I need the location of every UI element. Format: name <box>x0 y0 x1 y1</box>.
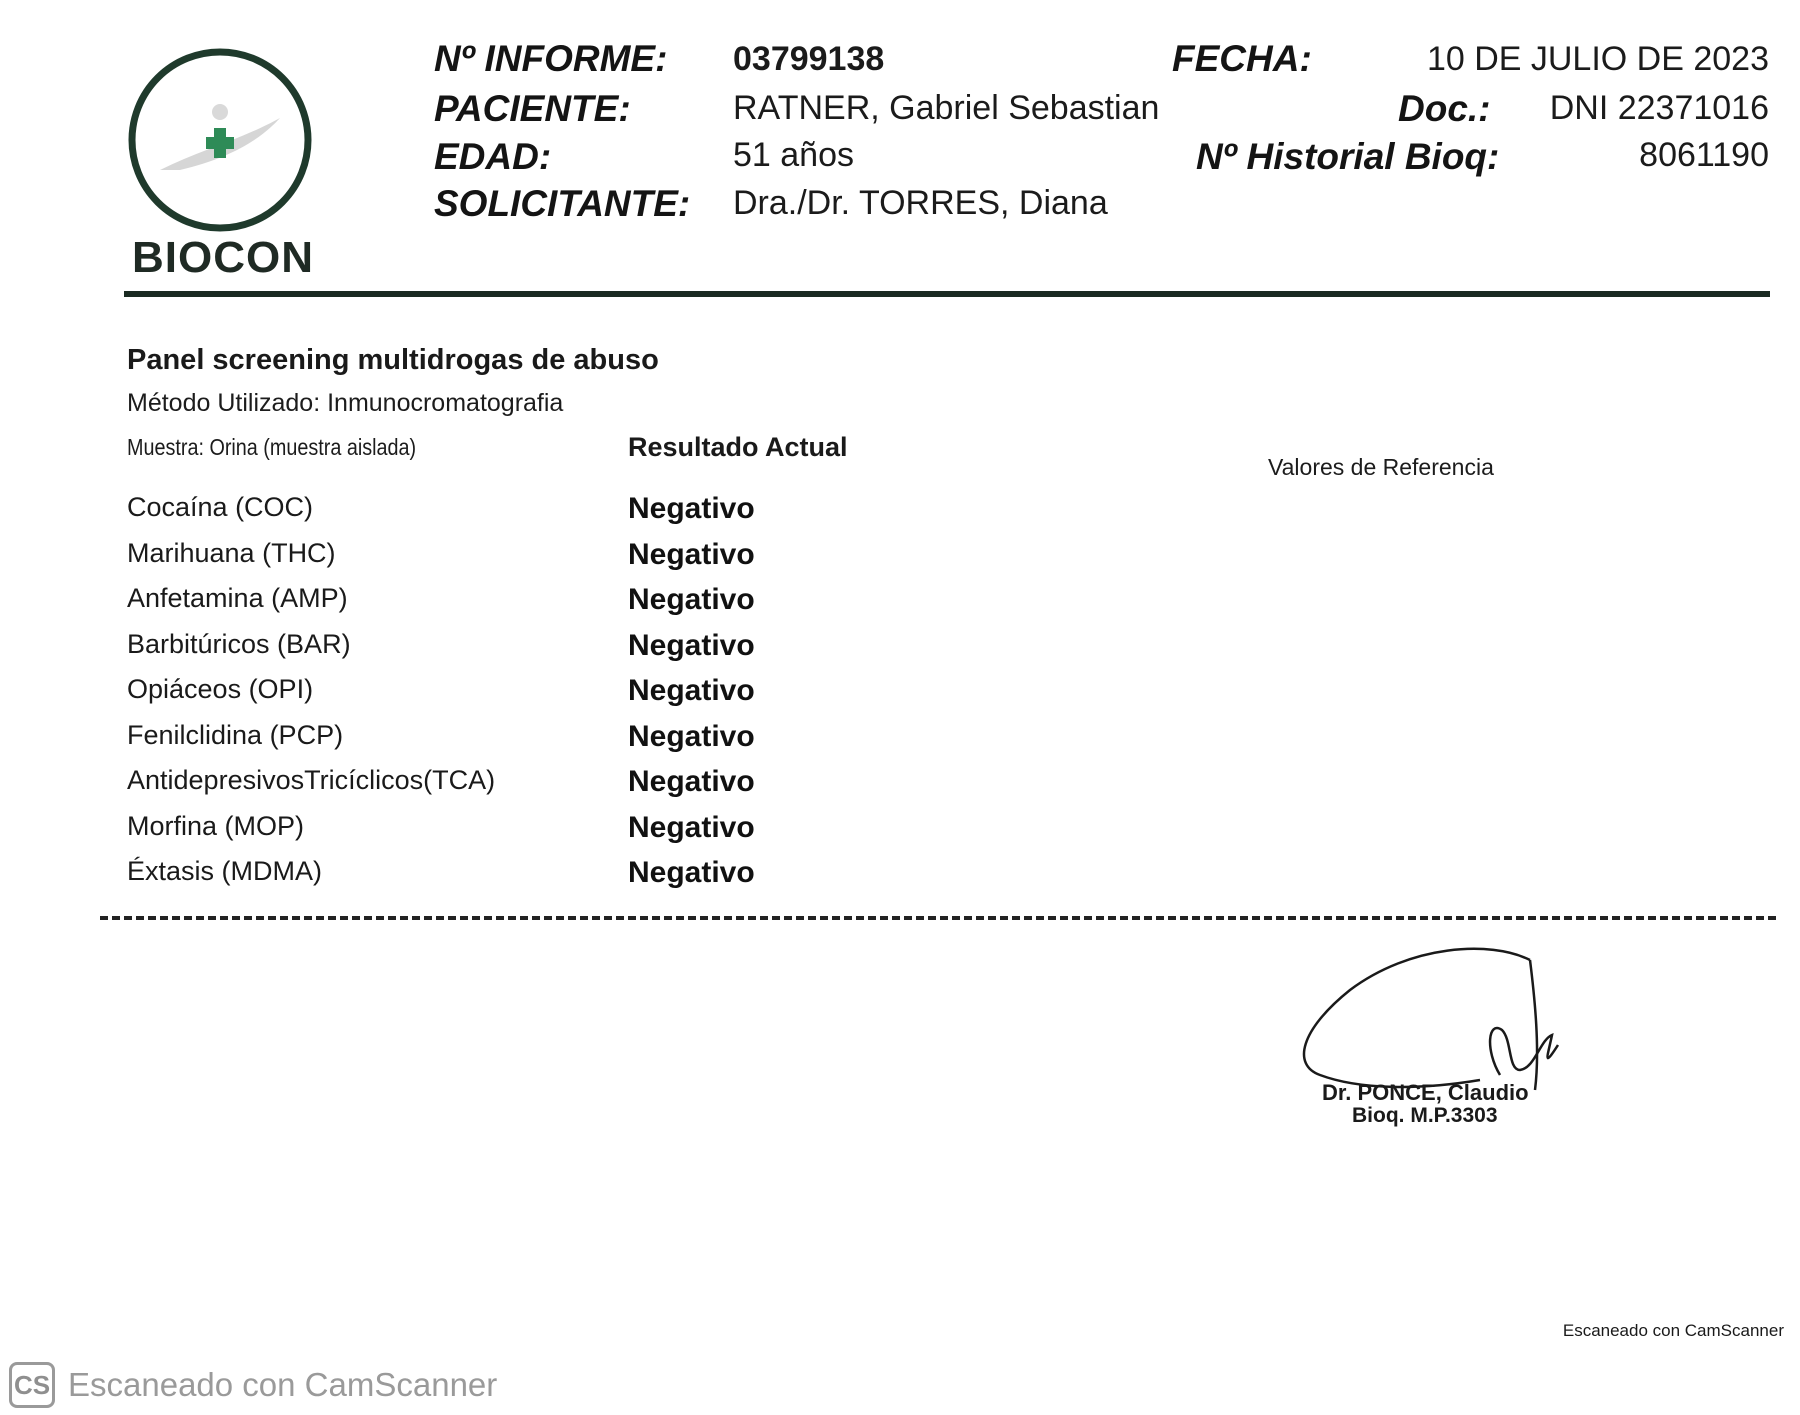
edad-label: EDAD: <box>434 136 552 177</box>
analyte-name: Morfina (MOP) <box>127 810 305 841</box>
doc-label: Doc.: <box>1398 88 1491 129</box>
historial-label: Nº Historial Bioq: <box>1196 136 1500 177</box>
analyte-result: Negativo <box>628 719 755 753</box>
reference-column-header: Valores de Referencia <box>1268 454 1494 480</box>
analyte-name: Fenilclidina (PCP) <box>127 719 344 750</box>
doc-value: DNI 22371016 <box>1549 89 1769 127</box>
camscanner-logo-icon: CS <box>9 1362 55 1408</box>
analyte-result: Negativo <box>628 674 755 707</box>
analyte-result: Negativo <box>628 492 755 525</box>
paciente-value: RATNER, Gabriel Sebastian <box>733 89 1160 127</box>
analyte-name: Éxtasis (MDMA) <box>127 856 322 886</box>
analyte-result: Negativo <box>628 537 755 571</box>
fecha-value: 10 DE JULIO DE 2023 <box>1426 40 1769 78</box>
paciente-label: PACIENTE: <box>434 88 631 129</box>
analyte-name: Barbitúricos (BAR) <box>127 628 351 659</box>
solicitante-value: Dra./Dr. TORRES, Diana <box>733 184 1108 222</box>
analyte-result: Negativo <box>628 583 755 616</box>
dashed-separator <box>100 916 1776 920</box>
signer-name: Dr. PONCE, Claudio <box>1322 1080 1529 1105</box>
camscanner-watermark: Escaneado con CamScanner <box>68 1366 498 1403</box>
analyte-result: Negativo <box>628 628 755 662</box>
analyte-name: AntidepresivosTricíclicos(TCA) <box>127 765 496 795</box>
analyte-result: Negativo <box>628 810 755 844</box>
camscanner-note: Escaneado con CamScanner <box>1562 1321 1784 1340</box>
informe-value: 03799138 <box>733 40 885 78</box>
analyte-result: Negativo <box>628 765 755 798</box>
analyte-name: Anfetamina (AMP) <box>127 583 348 613</box>
analyte-name: Opiáceos (OPI) <box>127 674 314 704</box>
edad-value: 51 años <box>733 136 854 174</box>
signer-registration: Bioq. M.P.3303 <box>1352 1104 1498 1127</box>
method-text: Método Utilizado: Inmunocromatografia <box>127 389 564 417</box>
fecha-label: FECHA: <box>1172 38 1312 79</box>
report-title: Panel screening multidrogas de abuso <box>127 344 659 376</box>
historial-value: 8061190 <box>1639 136 1769 174</box>
sample-text: Muestra: Orina (muestra aislada) <box>127 434 417 460</box>
analyte-result: Negativo <box>628 856 755 889</box>
analyte-name: Cocaína (COC) <box>127 492 314 522</box>
solicitante-label: SOLICITANTE: <box>434 183 691 224</box>
informe-label: Nº INFORME: <box>434 38 668 79</box>
logo-text: BIOCON <box>132 233 314 282</box>
header-divider <box>124 291 1770 297</box>
result-column-header: Resultado Actual <box>628 432 848 462</box>
analyte-name: Marihuana (THC) <box>127 537 336 568</box>
logo-emblem-icon <box>120 40 320 240</box>
